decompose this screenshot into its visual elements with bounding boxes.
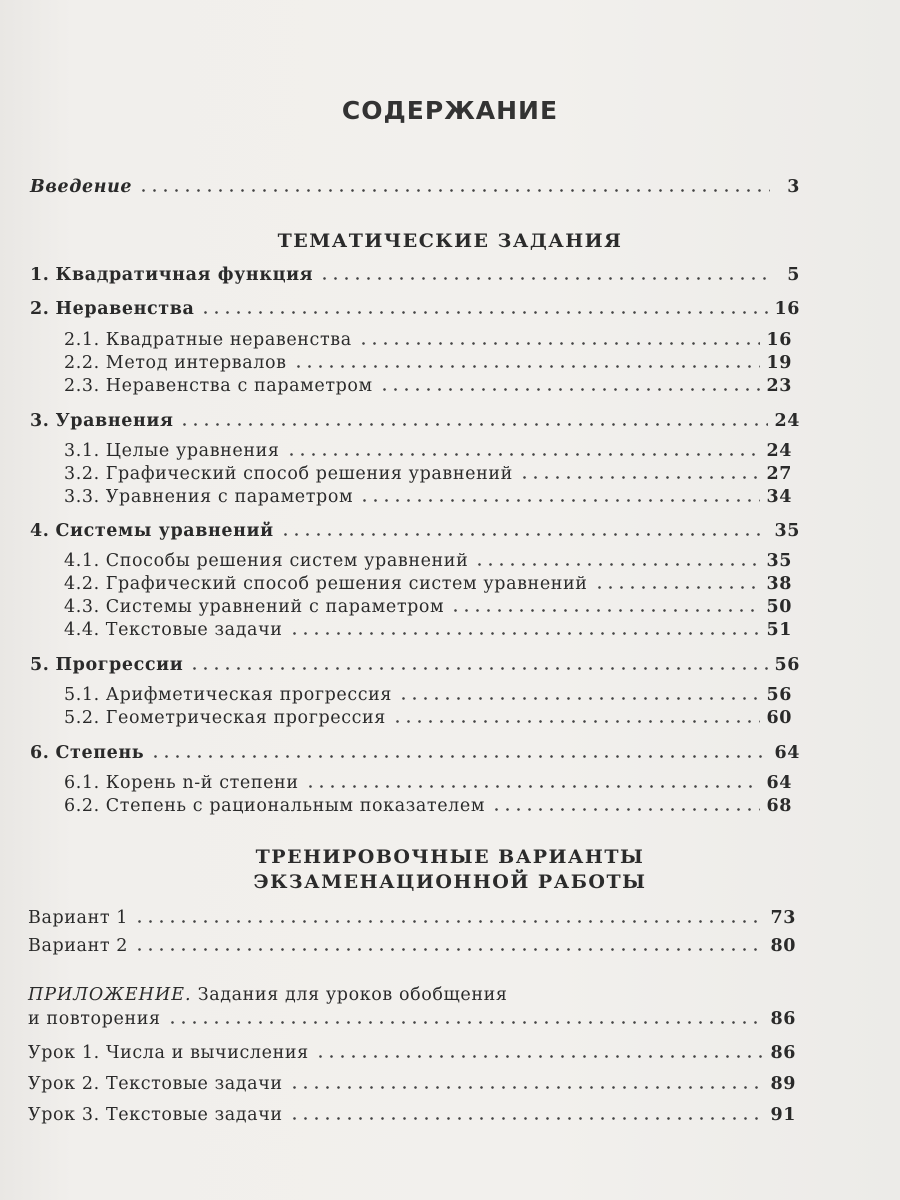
- toc-page-number: 50: [766, 597, 792, 617]
- toc-appendix[interactable]: [28, 1008, 796, 1030]
- toc-subsection-3-1[interactable]: [64, 440, 792, 462]
- toc-subsection-number: 5.1.: [64, 685, 100, 705]
- toc-section-6[interactable]: [30, 742, 800, 764]
- toc-page-number: 38: [766, 574, 792, 594]
- leader-dots: [189, 666, 768, 671]
- toc-subsection-3-3[interactable]: [64, 486, 792, 508]
- appendix-title-line1: Задания для уроков обобщения: [197, 985, 508, 1005]
- toc-subsection-5-1[interactable]: [64, 684, 792, 706]
- leader-dots: [286, 452, 761, 457]
- toc-variant-label: Вариант 1: [28, 908, 129, 928]
- toc-section-number: 2.: [30, 299, 50, 319]
- toc-section-4[interactable]: [30, 520, 800, 542]
- appendix-caps-label: ПРИЛОЖЕНИЕ.: [28, 985, 192, 1005]
- toc-subsection-6-2[interactable]: [64, 795, 792, 817]
- leader-dots: [289, 631, 761, 636]
- toc-subsection-4-1[interactable]: [64, 550, 792, 572]
- toc-page-number: 16: [774, 299, 800, 319]
- toc-section-label: Прогрессии: [55, 655, 184, 675]
- toc-variant-2[interactable]: [28, 935, 796, 957]
- toc-page-number: 19: [766, 353, 792, 373]
- toc-subsection-4-4[interactable]: [64, 619, 792, 641]
- toc-subsection-number: 4.1.: [64, 551, 100, 571]
- toc-subsection-label: Текстовые задачи: [105, 620, 283, 640]
- toc-subsection-4-2[interactable]: [64, 573, 792, 595]
- leader-dots: [289, 1116, 765, 1121]
- leader-dots: [358, 341, 761, 346]
- toc-page-number: 86: [770, 1043, 796, 1063]
- toc-section-label: Уравнения: [55, 411, 174, 431]
- toc-section-label: Системы уравнений: [55, 521, 274, 541]
- toc-page-number: 80: [770, 936, 796, 956]
- toc-subsection-number: 4.2.: [64, 574, 100, 594]
- toc-page-number: 56: [766, 685, 792, 705]
- section-heading-training-line1: ТРЕНИРОВОЧНЫЕ ВАРИАНТЫ: [255, 846, 645, 868]
- toc-page-number: 56: [774, 655, 800, 675]
- toc-section-number: 5.: [30, 655, 50, 675]
- toc-subsection-4-3[interactable]: [64, 596, 792, 618]
- toc-page-number: 23: [766, 376, 792, 396]
- toc-subsection-number: 3.3.: [64, 487, 100, 507]
- toc-lesson-2[interactable]: [28, 1073, 796, 1095]
- toc-subsection-label: Метод интервалов: [105, 353, 287, 373]
- leader-dots: [179, 422, 768, 427]
- toc-subsection-number: 4.3.: [64, 597, 100, 617]
- leader-dots: [319, 276, 770, 281]
- toc-page-number: 91: [770, 1105, 796, 1125]
- section-heading-training-line2: ЭКЗАМЕНАЦИОННОЙ РАБОТЫ: [253, 871, 647, 893]
- toc-subsection-label: Геометрическая прогрессия: [105, 708, 386, 728]
- toc-lesson-3[interactable]: [28, 1104, 796, 1126]
- leader-dots: [289, 1085, 765, 1090]
- toc-section-label: Квадратичная функция: [55, 265, 314, 285]
- toc-subsection-2-2[interactable]: [64, 352, 792, 374]
- toc-subsection-5-2[interactable]: [64, 707, 792, 729]
- toc-subsection-label: Неравенства с параметром: [105, 376, 373, 396]
- toc-page-number: 24: [774, 411, 800, 431]
- toc-subsection-label: Целые уравнения: [105, 441, 280, 461]
- toc-subsection-label: Графический способ решения уравнений: [105, 464, 513, 484]
- toc-page-number: 35: [774, 521, 800, 541]
- toc-variant-1[interactable]: [28, 907, 796, 929]
- toc-subsection-label: Арифметическая прогрессия: [105, 685, 393, 705]
- toc-section-3[interactable]: [30, 410, 800, 432]
- toc-page-number: 73: [770, 908, 796, 928]
- section-heading-thematic: ТЕМАТИЧЕСКИЕ ЗАДАНИЯ: [277, 230, 623, 252]
- leader-dots: [167, 1020, 765, 1025]
- toc-subsection-label: Системы уравнений с параметром: [105, 597, 445, 617]
- leader-dots: [280, 532, 769, 537]
- toc-section-5[interactable]: [30, 654, 800, 676]
- toc-variant-label: Вариант 2: [28, 936, 129, 956]
- toc-subsection-number: 2.3.: [64, 376, 100, 396]
- toc-page-number: 16: [766, 330, 792, 350]
- toc-subsection-2-1[interactable]: [64, 329, 792, 351]
- toc-page-number: 51: [766, 620, 792, 640]
- toc-subsection-number: 2.1.: [64, 330, 100, 350]
- toc-subsection-label: Графический способ решения систем уравнений: [105, 574, 588, 594]
- toc-section-label: Неравенства: [55, 299, 195, 319]
- toc-page-number: 27: [766, 464, 792, 484]
- toc-entry-intro[interactable]: [30, 176, 800, 198]
- toc-subsection-number: 2.2.: [64, 353, 100, 373]
- toc-page-number: 60: [766, 708, 792, 728]
- toc-page-number: 35: [766, 551, 792, 571]
- toc-lesson-label: Урок 3. Текстовые задачи: [28, 1105, 283, 1125]
- toc-subsection-number: 4.4.: [64, 620, 100, 640]
- toc-subsection-label: Квадратные неравенства: [105, 330, 352, 350]
- toc-page-number: 89: [770, 1074, 796, 1094]
- toc-subsection-number: 5.2.: [64, 708, 100, 728]
- toc-page-number: 64: [766, 773, 792, 793]
- leader-dots: [138, 188, 770, 193]
- toc-subsection-number: 6.2.: [64, 796, 100, 816]
- toc-page-number: 34: [766, 487, 792, 507]
- toc-subsection-label: Способы решения систем уравнений: [105, 551, 469, 571]
- leader-dots: [293, 364, 761, 369]
- toc-subsection-2-3[interactable]: [64, 375, 792, 397]
- toc-page-number: 86: [770, 1009, 796, 1029]
- toc-section-label: Степень: [55, 743, 145, 763]
- toc-subsection-number: 6.1.: [64, 773, 100, 793]
- toc-section-number: 6.: [30, 743, 50, 763]
- toc-lesson-1[interactable]: [28, 1042, 796, 1064]
- toc-page-number: 5: [787, 265, 800, 285]
- leader-dots: [134, 919, 764, 924]
- toc-page-number: 64: [774, 743, 800, 763]
- toc-lesson-label: Урок 2. Текстовые задачи: [28, 1074, 283, 1094]
- appendix-heading: [28, 984, 508, 1006]
- toc-section-1[interactable]: [30, 264, 800, 286]
- leader-dots: [379, 387, 761, 392]
- toc-lesson-label: Урок 1. Числа и вычисления: [28, 1043, 309, 1063]
- toc-subsection-label: Степень с рациональным показателем: [105, 796, 486, 816]
- leader-dots: [398, 696, 760, 701]
- toc-entry-label: Введение: [30, 177, 133, 197]
- toc-subsection-label: Уравнения с параметром: [105, 487, 354, 507]
- toc-page-number: 24: [766, 441, 792, 461]
- toc-subsection-number: 3.1.: [64, 441, 100, 461]
- leader-dots: [134, 947, 764, 952]
- toc-page-number: 3: [787, 177, 800, 197]
- leader-dots: [519, 475, 761, 480]
- leader-dots: [474, 562, 760, 567]
- toc-subsection-number: 3.2.: [64, 464, 100, 484]
- page-title: СОДЕРЖАНИЕ: [341, 96, 559, 125]
- leader-dots: [305, 784, 761, 789]
- toc-subsection-3-2[interactable]: [64, 463, 792, 485]
- toc-section-2[interactable]: [30, 298, 800, 320]
- toc-subsection-label: Корень n-й степени: [105, 773, 299, 793]
- leader-dots: [450, 608, 760, 613]
- toc-page-number: 68: [766, 796, 792, 816]
- toc-section-number: 4.: [30, 521, 50, 541]
- toc-section-number: 1.: [30, 265, 50, 285]
- toc-subsection-6-1[interactable]: [64, 772, 792, 794]
- leader-dots: [359, 498, 760, 503]
- leader-dots: [200, 310, 768, 315]
- leader-dots: [594, 585, 761, 590]
- appendix-title-line2: и повторения: [28, 1009, 161, 1029]
- leader-dots: [392, 719, 761, 724]
- leader-dots: [315, 1054, 765, 1059]
- leader-dots: [491, 807, 760, 812]
- toc-section-number: 3.: [30, 411, 50, 431]
- leader-dots: [150, 754, 768, 759]
